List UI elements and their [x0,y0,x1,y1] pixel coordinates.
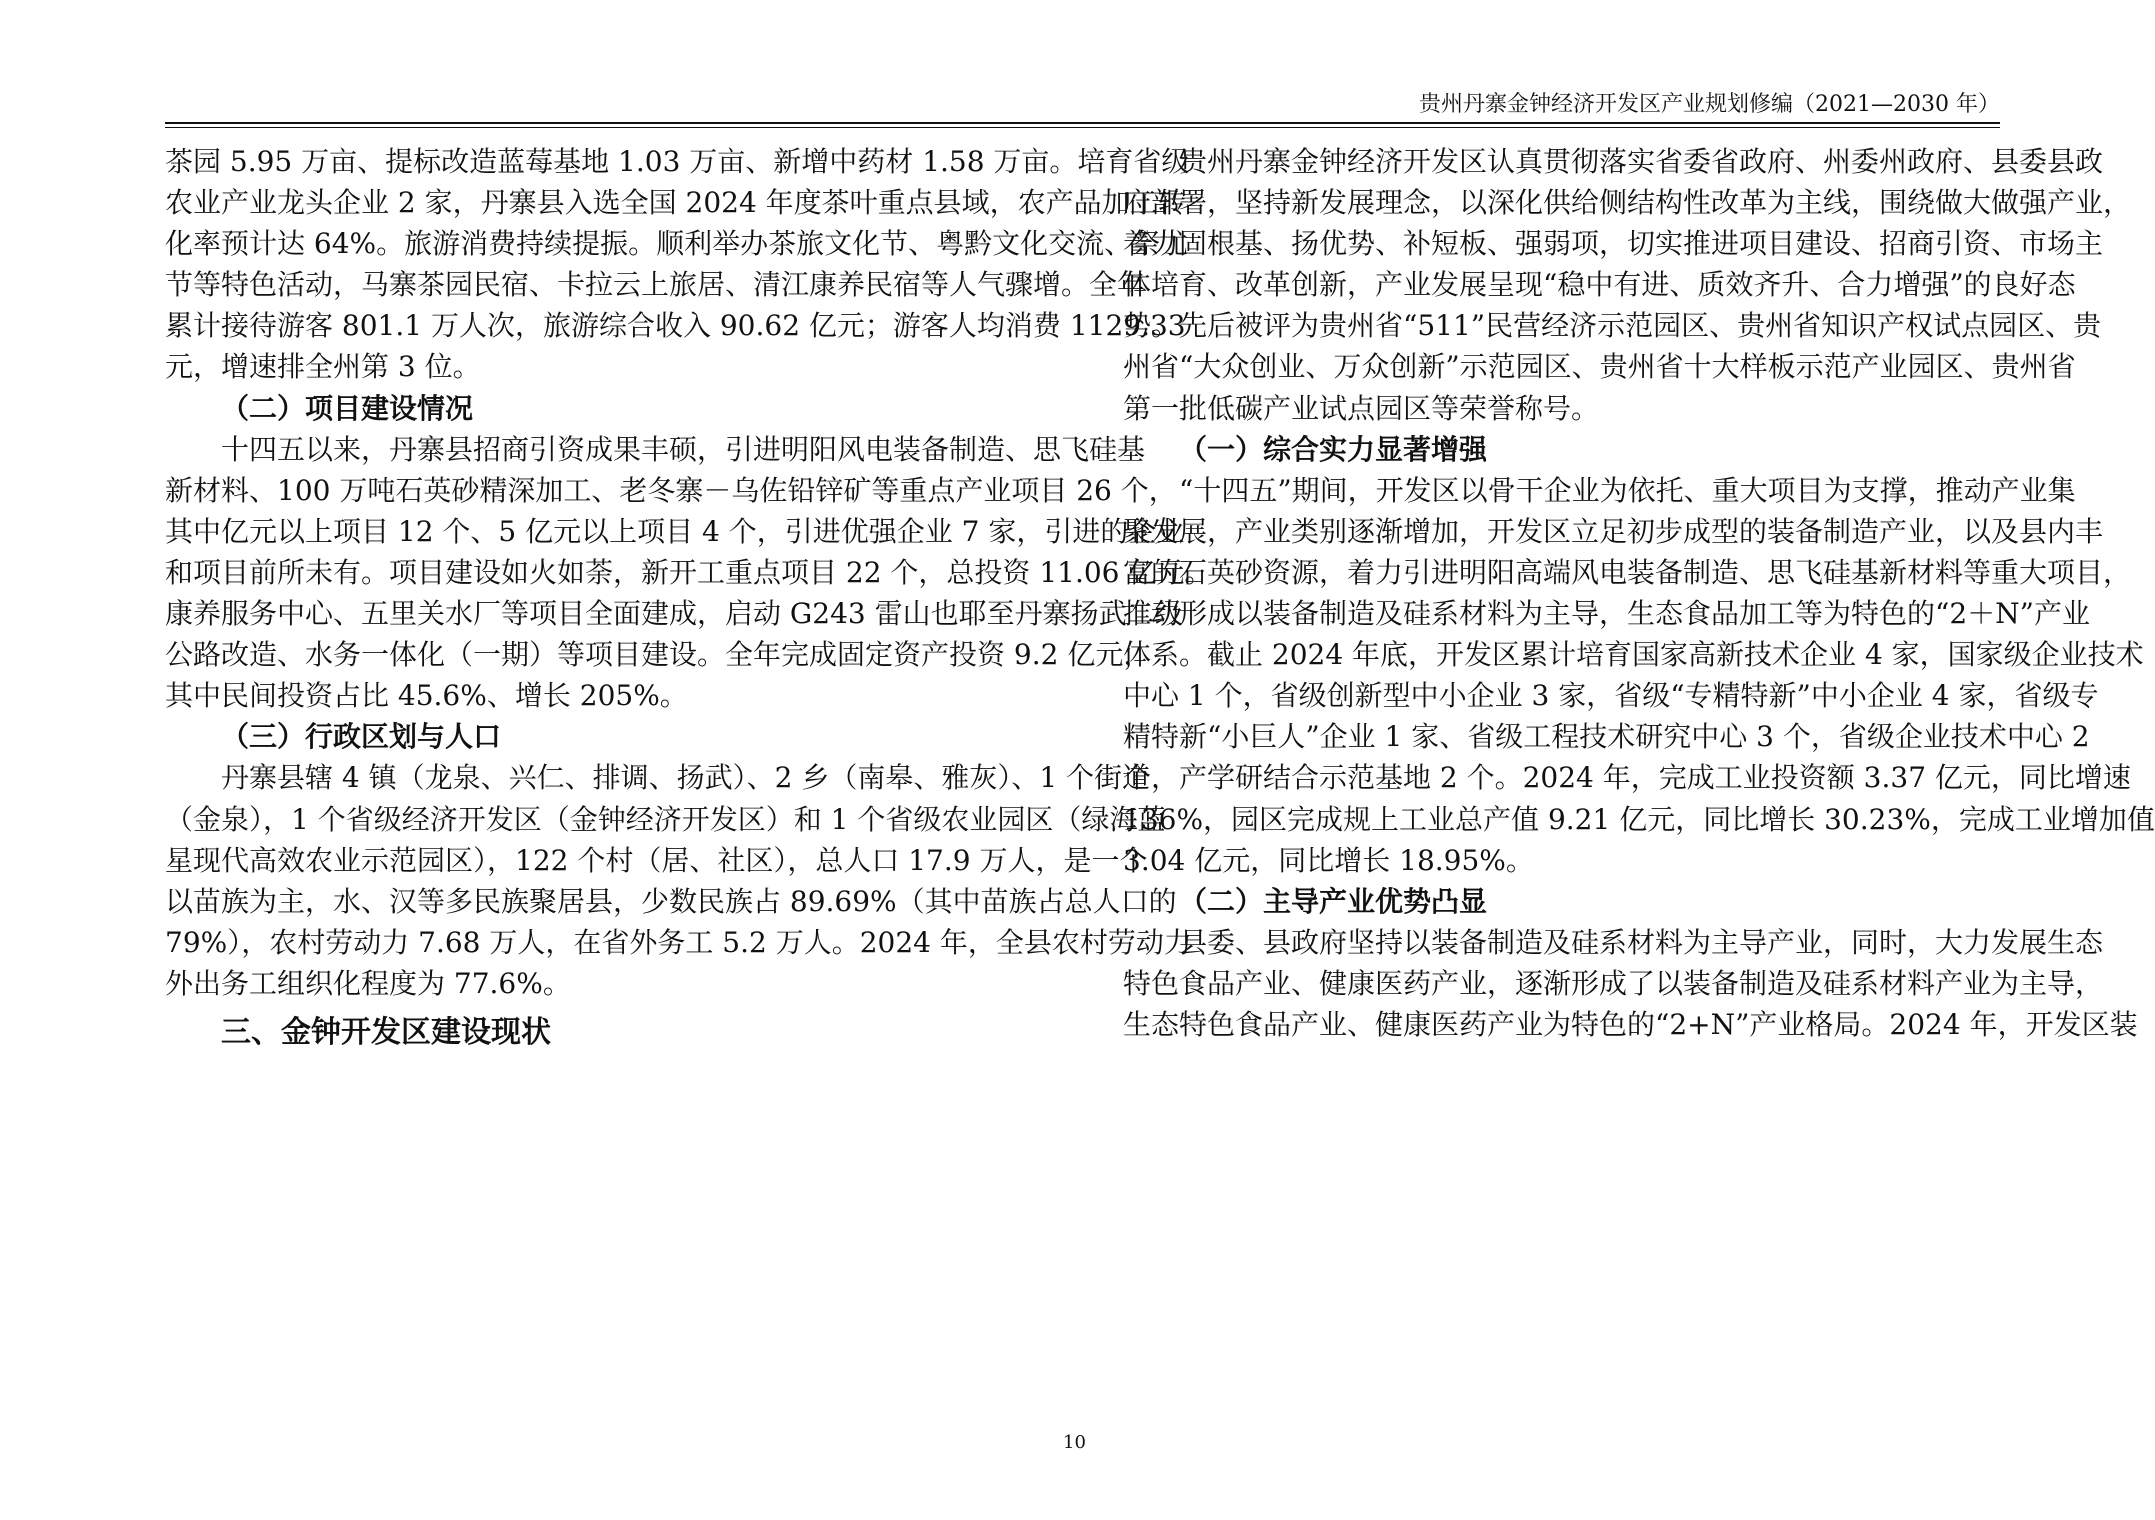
text-line: 累计接待游客 801.1 万人次，旅游综合收入 90.62 亿元；游客人均消费 1129.33 [165,309,1186,343]
right-column [1123,141,2155,1045]
text-line: 其中亿元以上项目 12 个、5 亿元以上项目 4 个，引进优强企业 7 家，引进的企业 [165,514,1185,548]
text-line: 聚发展，产业类别逐渐增加，开发区立足初步成型的装备制造产业，以及县内丰 [1123,514,2104,548]
text-line: 136%，园区完成规上工业总产值 9.21 亿元，同比增长 30.23%，完成工业增加值 [1123,802,2155,836]
text-line: 外出务工组织化程度为 77.6%。 [165,966,571,1000]
text-line: 农业产业龙头企业 2 家，丹寨县入选全国 2024 年度茶叶重点县域，农产品加工转 [165,186,1186,220]
text-line: 体培育、改革创新，产业发展呈现“稳中有进、质效齐升、合力增强”的良好态 [1123,268,2076,302]
text-line: 州省“大众创业、万众创新”示范园区、贵州省十大样板示范产业园区、贵州省 [1123,350,2076,384]
text-line: 79%），农村劳动力 7.68 万人，在省外务工 5.2 万人。2024 年，全县农村劳动力 [165,925,1192,959]
text-line: 茶园 5.95 万亩、提标改造蓝莓基地 1.03 万亩、新增中药材 1.58 万亩。培育省级 [165,145,1190,178]
text-line: “十四五”期间，开发区以骨干企业为依托、重大项目为支撑，推动产业集 [1179,473,2076,507]
text-line: 体系。截止 2024 年底，开发区累计培育国家高新技术企业 4 家，国家级企业技术 [1123,638,2144,672]
heading-administrative-population: （三）行政区划与人口 [221,720,502,754]
heading-overall-strength: （一）综合实力显著增强 [1179,432,1488,466]
header-rule-thin [165,127,2000,128]
text-line: 以苗族为主，水、汉等多民族聚居县，少数民族占 89.69%（其中苗族占总人口的 [165,884,1177,918]
text-line: 生态特色食品产业、健康医药产业为特色的“2+N”产业格局。2024 年，开发区装 [1123,1007,2138,1041]
text-line: 贵州丹寨金钟经济开发区认真贯彻落实省委省政府、州委州政府、县委县政 [1179,145,2104,178]
heading-project-construction: （二）项目建设情况 [221,391,474,425]
text-line: 元，增速排全州第 3 位。 [165,350,481,384]
left-column [165,141,1213,1056]
paragraph-overall-strength [1123,470,2155,881]
paragraph-zone-overview [1123,141,2132,429]
paragraph-project-construction [165,429,1213,717]
text-line: 化率预计达 64%。旅游消费持续提振。顺利举办茶旅文化节、粤黔文化交流、祭尤 [165,227,1189,261]
text-line: 精特新“小巨人”企业 1 家、省级工程技术研究中心 3 个，省级企业技术中心 2 [1123,720,2090,754]
text-line: 丹寨县辖 4 镇（龙泉、兴仁、排调、扬武）、2 乡（南皋、雅灰）、1 个街道 [221,761,1151,795]
text-line: 和项目前所未有。项目建设如火如荼，新开工重点项目 22 个，总投资 11.06 亿元。 [165,555,1213,589]
text-line: 推动形成以装备制造及硅系材料为主导，生态食品加工等为特色的“2＋N”产业 [1123,597,2090,631]
page-number: 10 [1063,1432,1086,1453]
text-line: 十四五以来，丹寨县招商引资成果丰硕，引进明阳风电装备制造、思飞硅基 [221,432,1146,466]
text-line: 新材料、100 万吨石英砂精深加工、老冬寨－乌佐铅锌矿等重点产业项目 26 个， [165,473,1177,507]
text-line: 县委、县政府坚持以装备制造及硅系材料为主导产业，同时，大力发展生态 [1179,925,2104,959]
text-line: 着力固根基、扬优势、补短板、强弱项，切实推进项目建设、招商引资、市场主 [1123,227,2104,261]
text-line: 特色食品产业、健康医药产业，逐渐形成了以装备制造及硅系材料产业为主导， [1123,966,2104,1000]
text-line: （金泉），1 个省级经济开发区（金钟经济开发区）和 1 个省级农业园区（绿海蓝 [165,802,1166,836]
text-line: 节等特色活动，马寨茶园民宿、卡拉云上旅居、清江康养民宿等人气骤增。全年 [165,268,1146,302]
text-line: 3.04 亿元，同比增长 18.95%。 [1123,843,1534,877]
text-line: 其中民间投资占比 45.6%、增长 205%。 [165,679,688,713]
text-line: 府部署，坚持新发展理念，以深化供给侧结构性改革为主线，围绕做大做强产业， [1123,186,2132,220]
text-line: 势。先后被评为贵州省“511”民营经济示范园区、贵州省知识产权试点园区、贵 [1123,309,2102,343]
text-line: 星现代高效农业示范园区），122 个村（居、社区），总人口 17.9 万人，是一个 [165,843,1148,877]
section-heading-jinzhong-status: 三、金钟开发区建设现状 [221,1014,551,1050]
paragraph-leading-industry [1123,922,2138,1045]
text-line: 个，产学研结合示范基地 2 个。2024 年，完成工业投资额 3.37 亿元，同比增速 [1123,761,2131,795]
text-line: 富的石英砂资源，着力引进明阳高端风电装备制造、思飞硅基新材料等重大项目， [1123,555,2132,589]
text-line: 公路改造、水务一体化（一期）等项目建设。全年完成固定资产投资 9.2 亿元， [165,638,1152,672]
running-header: 贵州丹寨金钟经济开发区产业规划修编（2021—2030 年） [1419,92,2000,117]
text-line: 康养服务中心、五里关水厂等项目全面建成，启动 G243 雷山也耶至丹寨扬武二级 [165,597,1183,631]
text-line: 第一批低碳产业试点园区等荣誉称号。 [1123,391,1600,425]
heading-leading-industry: （二）主导产业优势凸显 [1179,884,1488,918]
paragraph-administrative-population [165,757,1192,1004]
paragraph-agriculture-tourism [165,141,1190,388]
text-line: 中心 1 个，省级创新型中小企业 3 家，省级“专精特新”中小企业 4 家，省级专 [1123,679,2099,713]
header-rule-thick [165,122,2000,124]
